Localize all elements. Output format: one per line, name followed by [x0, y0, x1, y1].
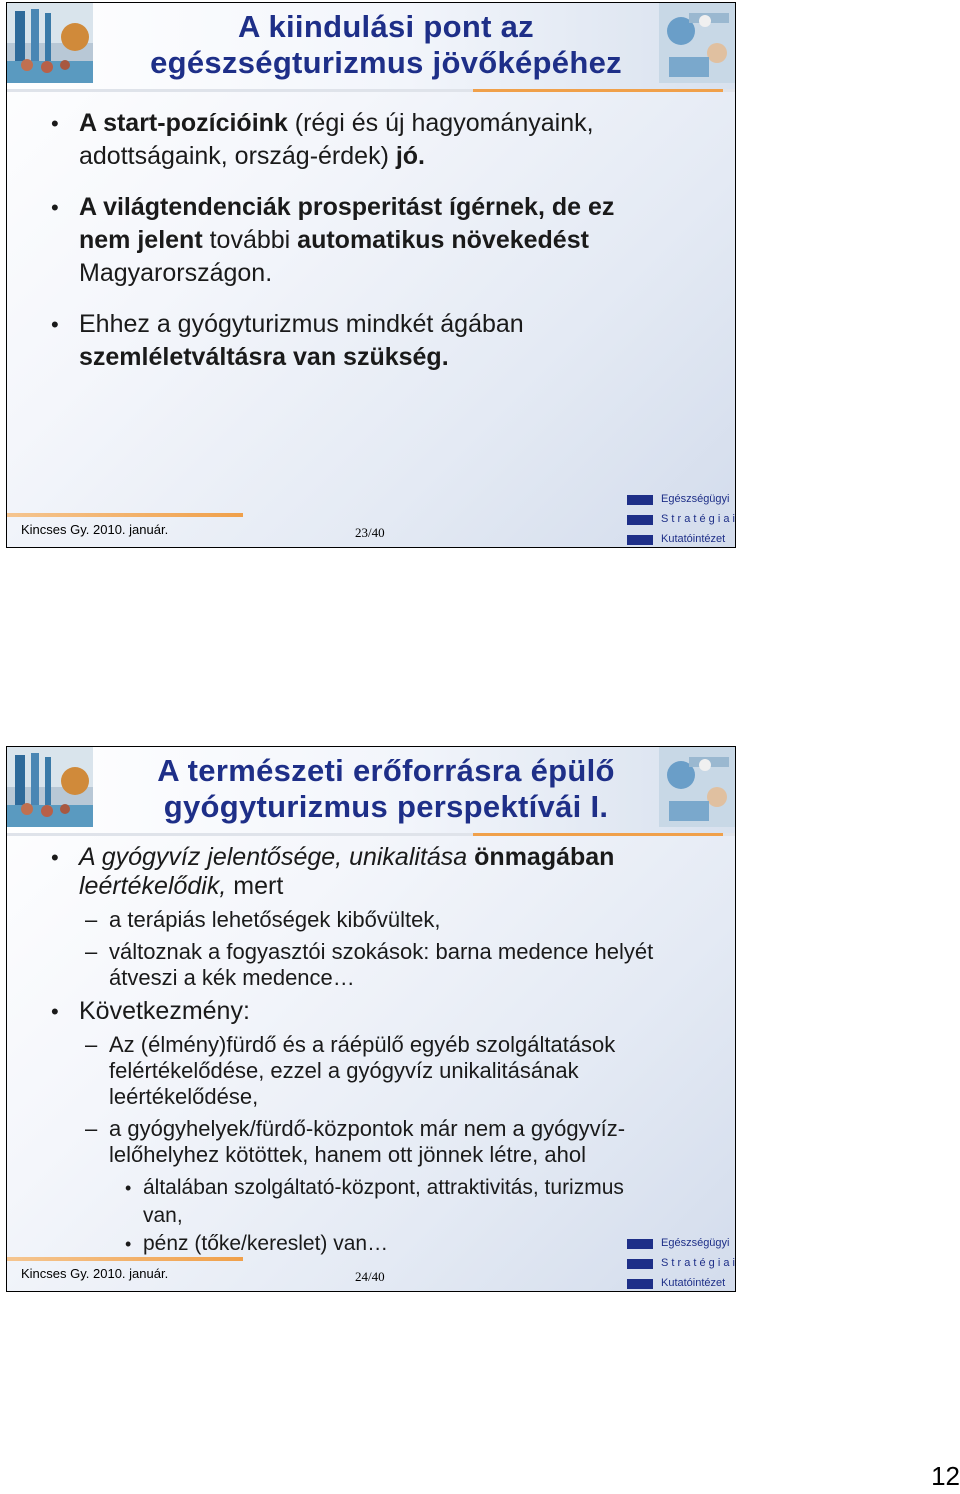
- footer-accent-bar: [7, 513, 243, 517]
- spa-photo-icon: [7, 747, 93, 827]
- bullet-item: [51, 843, 665, 901]
- logo-line-2: S t r a t é g i a i: [661, 513, 735, 525]
- bullet-text: Magyarországon.: [79, 259, 273, 287]
- sub-bullet-item: – változnak a fogyasztói szokások: barna medence helyét átveszi a kék medence…: [51, 939, 665, 991]
- slide-title: [117, 753, 655, 825]
- slide-header: [7, 747, 735, 833]
- header-divider: [7, 833, 735, 836]
- bullet-text: mert: [226, 872, 284, 900]
- footer-page-number: 24/40: [355, 1269, 385, 1284]
- institute-logo: [627, 1237, 733, 1291]
- footer-author: Kincses Gy. 2010. január.: [21, 522, 169, 537]
- logo-line-1: Egészségügyi: [661, 493, 730, 505]
- slide-23: [6, 2, 736, 548]
- bullet-text: A start-pozícióink: [79, 109, 288, 137]
- logo-line-1: Egészségügyi: [661, 1237, 730, 1249]
- bullet-item: • Következmény:: [51, 997, 665, 1026]
- title-line-2: egészségturizmus jövőképéhez: [150, 45, 622, 80]
- bullet-item: [51, 308, 665, 374]
- footer-accent-bar: [7, 1257, 243, 1261]
- slide-body: [51, 843, 665, 1258]
- footer-page-number: 23/40: [355, 525, 385, 540]
- bullet-text: A gyógyvíz jelentősége, unikalitása: [79, 843, 468, 871]
- sub-bullet-item: – Az (élmény)fürdő és a ráépülő egyéb szolgáltatások felértékelődése, ezzel a gyógyvíz unikalitásának leértékelődése,: [51, 1032, 665, 1110]
- spa-photo-icon: [7, 3, 93, 83]
- bullet-text: (régi és új hagyományaink, adottságaink, ország-érdek): [79, 109, 594, 170]
- bullet-text: további: [202, 226, 298, 254]
- bullet-text: szemléletváltásra van szükség.: [79, 343, 449, 371]
- slide-header: [7, 3, 735, 89]
- bullet-text: jó.: [395, 142, 426, 170]
- slide-title: [117, 9, 655, 81]
- sub-sub-bullet-item: • pénz (tőke/kereslet) van…: [51, 1230, 665, 1258]
- bullet-text: automatikus növekedést: [297, 226, 589, 254]
- page-number: 12: [931, 1461, 960, 1491]
- logo-line-3: Kutatóintézet: [661, 1277, 726, 1289]
- footer-author: Kincses Gy. 2010. január.: [21, 1266, 169, 1281]
- bullet-text: leértékelődik,: [79, 872, 227, 900]
- slide-24: [6, 746, 736, 1292]
- logo-line-2: S t r a t é g i a i: [661, 1257, 735, 1269]
- title-line-1: A kiindulási pont az: [238, 9, 534, 44]
- medical-photo-icon: [659, 3, 735, 83]
- title-line-1: A természeti erőforrásra épülő: [157, 753, 615, 788]
- bullet-text: önmagában: [467, 843, 615, 871]
- title-line-2: gyógyturizmus perspektívái I.: [163, 789, 609, 824]
- bullet-item: [51, 191, 665, 290]
- sub-bullet-item: – a gyógyhelyek/fürdő-központok már nem a gyógyvíz-lelőhelyhez kötöttek, hanem ott jönnek létre, ahol: [51, 1116, 665, 1168]
- medical-photo-icon: [659, 747, 735, 827]
- bullet-text: Ehhez a gyógyturizmus mindkét ágában: [79, 310, 524, 338]
- bullet-item: [51, 107, 665, 173]
- header-divider: [7, 89, 735, 92]
- sub-bullet-item: – a terápiás lehetőségek kibővültek,: [51, 907, 665, 933]
- institute-logo: [627, 493, 733, 547]
- slide-body: [51, 107, 665, 392]
- bullet-text: A világtendenciák prosperitást ígérnek, de ez nem jelent: [79, 193, 615, 254]
- sub-sub-bullet-item: • általában szolgáltató-központ, attraktivitás, turizmus van,: [51, 1174, 665, 1230]
- logo-line-3: Kutatóintézet: [661, 533, 726, 545]
